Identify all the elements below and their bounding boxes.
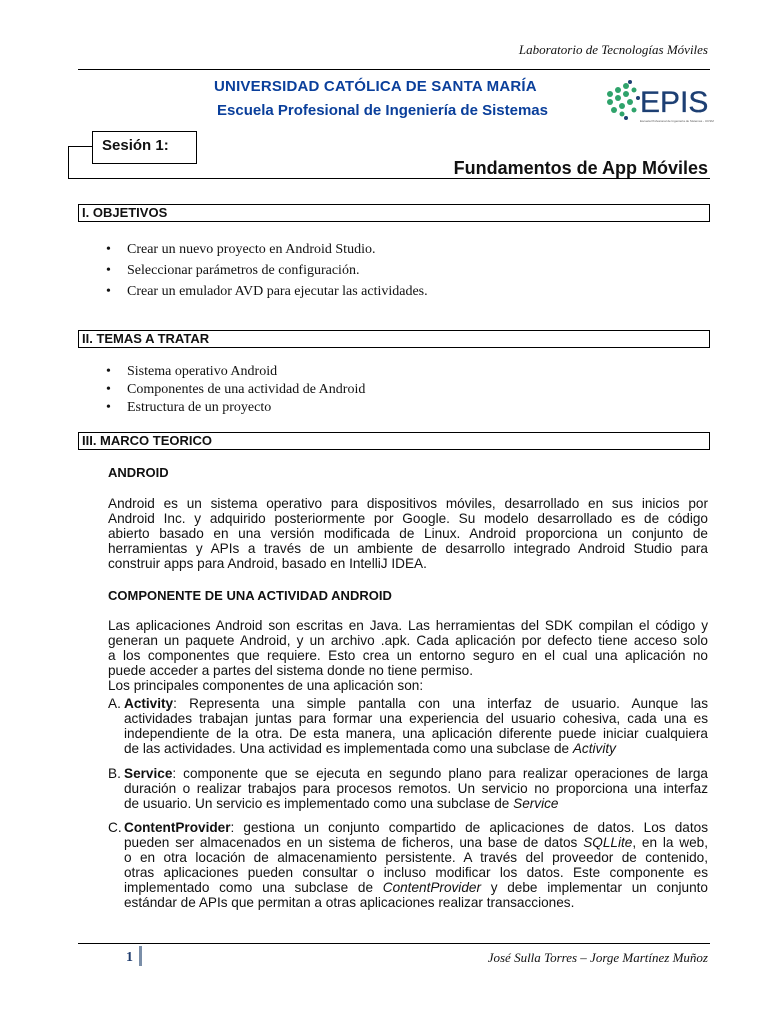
item-text: de usuario. Un servicio es implementado como una subclase de (124, 796, 514, 811)
paragraph-line: Android es un sistema operativo para dispositivos móviles, desarrollado en sus inicios por (108, 496, 708, 511)
class-name: ContentProvider (382, 880, 481, 895)
item-letter-b: B. (108, 766, 121, 781)
logo-dots (607, 83, 637, 117)
epis-logo (602, 74, 714, 126)
temas-list (106, 363, 365, 417)
header-rule (78, 69, 710, 70)
item-letter-a: A. (108, 696, 121, 711)
item-text: : gestiona un conjunto compartido de aplicaciones de datos. Los datos (230, 820, 708, 835)
paragraph-line: puede acceder a partes del sistema donde no tiene permiso. (108, 663, 473, 678)
term-contentprovider: ContentProvider (124, 820, 231, 835)
section-heading-temas: II. TEMAS A TRATAR (82, 331, 210, 346)
item-line (124, 741, 708, 756)
item-line (124, 766, 708, 781)
paragraph-line: generan un paquete Android, y un archivo .apk. Cada aplicación por defecto tiene acceso solo (108, 633, 708, 648)
item-line: actividades trabajan juntas para formar una experiencia del usuario cohesiva, cada una es (124, 711, 708, 726)
section-heading-objetivos: I. OBJETIVOS (82, 205, 168, 220)
class-name: Activity (572, 741, 616, 756)
class-name: SQLLite (583, 835, 633, 850)
item-text: implementado como una subclase de (124, 880, 383, 895)
item-line (124, 696, 708, 711)
item-text: , en la web, (632, 835, 708, 850)
item-line (124, 796, 708, 811)
list-item: • Seleccionar parámetros de configuración. (106, 260, 428, 281)
section-heading-box (78, 204, 710, 222)
session-frame-line (68, 146, 69, 179)
item-activity (124, 696, 708, 756)
paragraph-line: Las aplicaciones Android son escritas en Java. Las herramientas del SDK compilan el código y (108, 618, 708, 633)
list-item: • Sistema operativo Android (106, 363, 365, 381)
logo-subtext: Escuela Profesional de Ingeniería de Sistemas - UCSM (640, 119, 714, 123)
term-service: Service (124, 766, 173, 781)
item-text: y debe implementar un conjunto (480, 880, 708, 895)
item-service (124, 766, 708, 811)
item-text: pueden ser almacenados en un sistema de ficheros, una base de datos (124, 835, 584, 850)
item-letter-c: C. (108, 820, 122, 835)
list-item: • Componentes de una actividad de Android (106, 381, 365, 399)
paragraph-line: abierto basado en una versión modificada de Linux. Android proporciona un conjunto de (108, 526, 708, 541)
list-item: • Estructura de un proyecto (106, 399, 365, 417)
item-text: : Representa una simple pantalla con una interfaz de usuario. Aunque las (173, 696, 708, 711)
item-line: duración o realizar trabajos para procesos remotos. Un servicio no proporciona una interfaz (124, 781, 708, 796)
paragraph-line: Android Inc. y adquirido posteriormente por Google. Su modelo desarrollado es de código (108, 511, 708, 526)
item-line: o en otra locación de almacenamiento persistente. A través del proveedor de contenido, (124, 850, 708, 865)
item-contentprovider (124, 820, 708, 910)
list-item: • Crear un emulador AVD para ejecutar las actividades. (106, 281, 428, 302)
subheading-componente: COMPONENTE DE UNA ACTIVIDAD ANDROID (108, 588, 392, 603)
class-name: Service (513, 796, 559, 811)
paragraph-line: Los principales componentes de una aplicación son: (108, 678, 424, 693)
item-line (124, 820, 708, 835)
school-name: Escuela Profesional de Ingeniería de Sistemas (217, 102, 548, 119)
list-item: • Crear un nuevo proyecto en Android Studio. (106, 239, 428, 260)
footer-authors: José Sulla Torres – Jorge Martínez Muñoz (487, 950, 708, 965)
term-activity: Activity (124, 696, 174, 711)
subheading-android: ANDROID (108, 465, 169, 480)
item-line: otras aplicaciones pueden consultar o incluso modificar los datos. Este componente es (124, 865, 708, 880)
item-line: independiente de la otra. De esta manera, una aplicación diferente puede iniciar cualquiera (124, 726, 708, 741)
paragraph-android (108, 496, 708, 571)
paragraph-line: herramientas y APIs a través de un ambiente de desarrollo integrado Android Studio para (108, 541, 708, 556)
item-line: estándar de APIs que permitan a otras aplicaciones realizar transacciones. (124, 895, 575, 910)
item-line (124, 880, 708, 895)
session-label: Sesión 1: (102, 137, 169, 154)
item-text: de las actividades. Una actividad es implementada como una subclase de (124, 741, 573, 756)
paragraph-line: construir apps para Android, basado en IntelliJ IDEA. (108, 556, 427, 571)
objetivos-list (106, 239, 428, 302)
paragraph-componente (108, 618, 708, 693)
session-title: Fundamentos de App Móviles (453, 158, 708, 178)
paragraph-line: a los componentes que requiere. Esto crea un entorno seguro en el cual una aplicación no (108, 648, 708, 663)
page-number: 1 (126, 950, 133, 965)
footer-accent-bar (139, 946, 142, 966)
university-name: UNIVERSIDAD CATÓLICA DE SANTA MARÍA (214, 78, 537, 95)
item-text: : componente que se ejecuta en segundo plano para realizar operaciones de larga (172, 766, 708, 781)
item-line (124, 835, 708, 850)
header-lab-title: Laboratorio de Tecnologías Móviles (518, 42, 708, 57)
footer-rule (78, 943, 710, 944)
section-heading-marco: III. MARCO TEORICO (82, 433, 212, 448)
logo-wordmark: EPIS (640, 86, 709, 119)
